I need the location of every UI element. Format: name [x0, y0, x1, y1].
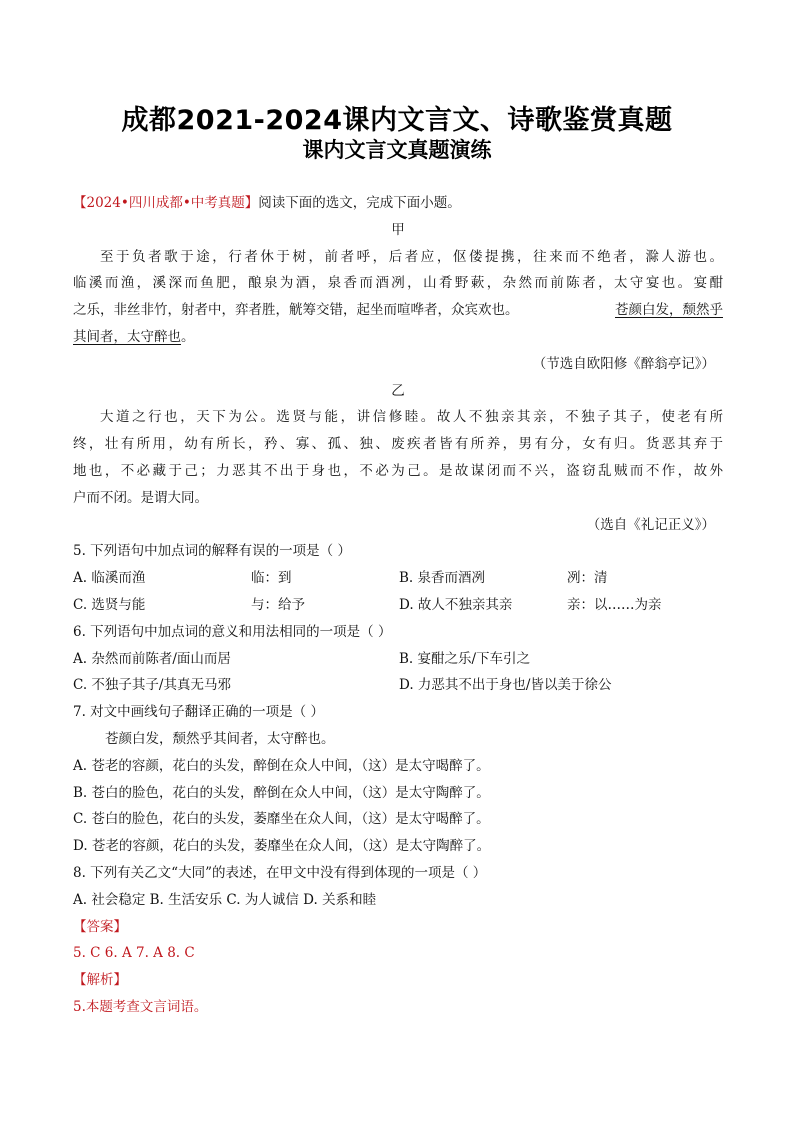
- passage-jia-line: [73, 297, 723, 324]
- passage-yi-line: 地也，不必藏于己；力恶其不出于身也，不必为己。是故谋闭而不兴，盗窃乱贼而不作，故外: [73, 462, 723, 479]
- passage-jia-source: （节选自欧阳修《醉翁亭记》）: [532, 355, 715, 372]
- question-5-stem: 5. 下列语句中加点词的解释有误的一项是（ ）: [73, 543, 351, 560]
- question-8-stem: 8. 下列有关乙文“大同”的表述，在甲文中没有得到体现的一项是（ ）: [73, 864, 487, 881]
- q6-option-c: C. 不独子其子/其真无马邪: [73, 677, 231, 694]
- answer-list: 5. C 6. A 7. A 8. C: [73, 945, 195, 962]
- passage-yi-line: 终，壮有所用，幼有所长，矜、寡、孤、独、废疾者皆有所养，男有分，女有归。货恶其弃于: [73, 436, 723, 453]
- q7-option-d: D. 苍老的容颜，花白的头发，萎靡坐在众人间，（这）是太守陶醉了。: [73, 838, 491, 855]
- analysis-label: 【解析】: [73, 972, 127, 989]
- underlined-sentence: 苍颜白发，颓然乎: [615, 302, 723, 319]
- q5-option-d-gloss: 亲：以……为亲: [567, 596, 662, 613]
- underlined-sentence: 其间者，太守醉也: [73, 328, 181, 345]
- q5-option-b: B. 泉香而酒冽: [399, 570, 486, 587]
- q5-option-a-gloss: 临：到: [251, 570, 292, 587]
- question-5-options-row: [73, 592, 723, 619]
- question-7-quote: 苍颜白发，颓然乎其间者，太守醉也。: [105, 730, 335, 747]
- question-6-options-row: [73, 672, 723, 699]
- passage-jia-line: 临溪而渔，溪深而鱼肥，酿泉为酒，泉香而酒冽，山肴野蔌，杂然而前陈者，太守宴也。宴酣: [73, 275, 723, 292]
- passage-yi-line: 大道之行也，天下为公。选贤与能，讲信修睦。故人不独亲其亲，不独子其子，使老有所: [100, 409, 723, 426]
- q5-option-d: D. 故人不独亲其亲: [399, 596, 513, 613]
- q5-option-c: C. 选贤与能: [73, 596, 146, 613]
- q5-option-c-gloss: 与：给予: [251, 596, 305, 613]
- answer-label: 【答案】: [73, 918, 127, 935]
- source-tag: 【2024•四川成都•中考真题】: [73, 195, 259, 211]
- document-content: [73, 190, 723, 1021]
- question-7-stem: 7. 对文中画线句子翻译正确的一项是（ ）: [73, 704, 324, 721]
- q6-option-d: D. 力恶其不出于身也/皆以美于徐公: [399, 677, 612, 694]
- passage-yi-heading: 乙: [391, 382, 405, 399]
- intro-text: 阅读下面的选文，完成下面小题。: [258, 195, 461, 211]
- page-subtitle: 课内文言文真题演练: [302, 138, 492, 162]
- passage-yi-line: 户而不闭。是谓大同。: [73, 489, 208, 506]
- q7-option-a: A. 苍老的容颜，花白的头发，醉倒在众人中间，（这）是太守喝醉了。: [73, 757, 490, 774]
- q7-option-c: C. 苍白的脸色，花白的头发，萎靡坐在众人间，（这）是太守喝醉了。: [73, 811, 490, 828]
- passage-jia-line: [73, 324, 723, 351]
- passage-jia-line: 至于负者歌于途，行者休于树，前者呼，后者应，伛偻提携，往来而不绝者，滁人游也。: [100, 248, 723, 265]
- q5-option-b-gloss: 冽：清: [567, 570, 608, 587]
- page-title: 成都2021-2024课内文言文、诗歌鉴赏真题: [121, 105, 673, 136]
- question-6-stem: 6. 下列语句中加点词的意义和用法相同的一项是（ ）: [73, 623, 392, 640]
- question-6-options-row: [73, 646, 723, 673]
- q5-option-a: A. 临溪而渔: [73, 570, 146, 587]
- q6-option-a: A. 杂然而前陈者/面山而居: [73, 650, 231, 667]
- intro-line: [73, 190, 723, 217]
- passage-yi-source: （选自《礼记正义》）: [586, 516, 715, 533]
- analysis-text: 5.本题考查文言词语。: [73, 998, 208, 1015]
- passage-jia-heading: 甲: [391, 221, 405, 238]
- sentence-end: 。: [181, 328, 195, 345]
- question-5-options-row: [73, 565, 723, 592]
- q7-option-b: B. 苍白的脸色，花白的头发，醉倒在众人中间，（这）是太守陶醉了。: [73, 784, 490, 801]
- q6-option-b: B. 宴酣之乐/下车引之: [399, 650, 531, 667]
- passage-jia-text: 之乐，非丝非竹，射者中，弈者胜，觥筹交错，起坐而喧哗者，众宾欢也。: [73, 302, 519, 319]
- q8-options: A. 社会稳定 B. 生活安乐 C. 为人诚信 D. 关系和睦: [73, 891, 377, 908]
